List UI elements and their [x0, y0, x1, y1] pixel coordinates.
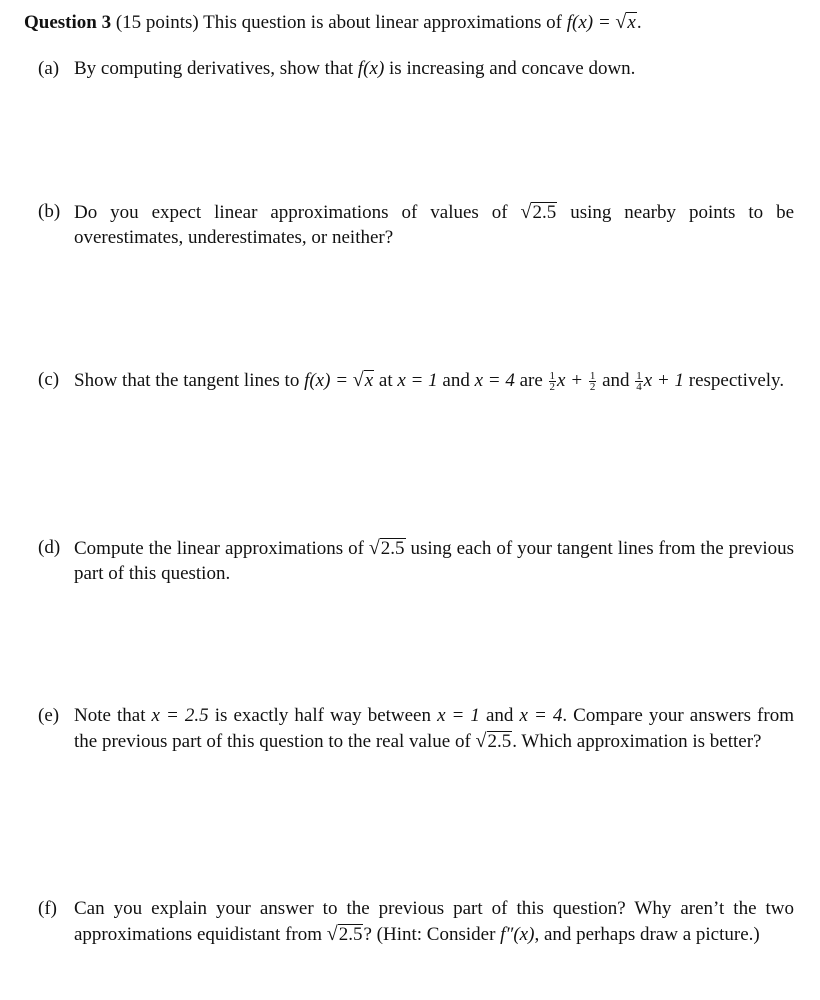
part-a	[38, 57, 794, 82]
part-a-text	[74, 57, 794, 82]
question-intro: This question is about linear approximations of	[203, 12, 562, 33]
sqrt-x-arg: x	[627, 12, 636, 33]
part-e-text	[74, 704, 794, 754]
fraction-one-quarter	[635, 371, 643, 392]
part-f-text	[74, 897, 794, 947]
line1-x-term: x +	[557, 370, 588, 391]
part-d	[38, 536, 794, 586]
part-e-label: (e)	[38, 705, 60, 726]
fraction-denominator: 4	[636, 381, 642, 394]
part-e	[38, 704, 794, 754]
part-e-text-3: and	[486, 705, 514, 726]
question-label: Question 3	[24, 12, 112, 33]
part-d-label: (d)	[38, 537, 61, 558]
question-header	[24, 8, 804, 37]
part-f-text-3: , and perhaps draw a picture.)	[534, 923, 760, 945]
sqrt-2-5: √2.5	[368, 537, 405, 559]
sqrt-2-5-arg: 2.5	[532, 202, 557, 223]
function-lhs: f(x) =	[566, 12, 616, 33]
question-points: (15 points)	[115, 12, 199, 33]
fraction-one-half	[549, 371, 557, 392]
part-b-text-2: using nearby points to be overestimates, underestimates, or neither?	[74, 202, 795, 248]
part-a-fx: f(x)	[357, 58, 385, 79]
part-a-text-1: By computing derivatives, show that	[74, 58, 354, 79]
sqrt-x-arg: x	[364, 370, 374, 391]
part-f-label: (f)	[38, 898, 57, 919]
part-c-label: (c)	[38, 369, 60, 390]
part-c-text-1: Show that the tangent lines to	[74, 370, 300, 391]
fraction-numerator: 1	[589, 370, 596, 383]
sqrt-2-5: √2.5	[520, 201, 557, 223]
line2-x-term: x + 1	[643, 370, 685, 391]
header-period: .	[636, 12, 642, 33]
sqrt-x: √x	[615, 11, 636, 33]
part-c-and: and	[602, 370, 630, 391]
part-a-label: (a)	[38, 58, 60, 79]
fraction-denominator: 2	[549, 381, 556, 394]
part-d-text	[74, 536, 794, 586]
part-c	[38, 368, 794, 394]
part-c-text-2: at	[378, 370, 393, 391]
part-b-label: (b)	[38, 201, 61, 222]
part-e-text-1: Note that	[74, 705, 146, 726]
part-b	[38, 200, 794, 250]
part-e-x1: x = 1	[437, 705, 480, 726]
part-d-text-1: Compute the linear approximations of	[74, 538, 364, 559]
sqrt-2-5-arg: 2.5	[380, 538, 405, 559]
part-f	[38, 897, 794, 947]
fraction-one-half	[589, 371, 597, 392]
part-c-text-3: and	[442, 370, 470, 391]
part-b-text-1: Do you expect linear approximations of values of	[74, 202, 508, 223]
part-f-text-1: Can you explain your answer to the previous part of this question? Why aren’t the two approximations equidistant from	[74, 898, 794, 945]
part-f-fpp: f″(x)	[500, 923, 535, 945]
part-e-text-2: is exactly half way between	[214, 705, 431, 726]
part-c-fx: f(x) =	[304, 370, 353, 391]
sqrt-2-5-arg: 2.5	[338, 923, 363, 945]
fraction-numerator: 1	[636, 370, 642, 383]
sqrt-2-5: √2.5	[326, 922, 363, 945]
part-c-x2: x = 4	[474, 370, 515, 391]
part-f-text-2: ? (Hint: Consider	[363, 923, 496, 945]
part-e-text-4: . Compare your answers from the previous part of this question to the real value of	[74, 705, 794, 752]
part-c-text	[74, 368, 794, 394]
part-e-x0: x = 2.5	[151, 705, 209, 726]
fraction-denominator: 2	[589, 381, 596, 394]
sqrt-2-5-arg: 2.5	[487, 730, 512, 752]
fraction-numerator: 1	[549, 370, 556, 383]
part-c-x1: x = 1	[397, 370, 438, 391]
part-a-text-2: is increasing and concave down.	[389, 58, 636, 79]
part-d-text-2: using each of your tangent lines from the previous part of this question.	[74, 538, 794, 584]
part-c-text-4: are	[519, 370, 543, 391]
part-c-text-5: respectively.	[688, 370, 785, 391]
part-e-x2: x = 4	[519, 705, 563, 726]
sqrt-x: √x	[352, 369, 374, 391]
part-b-text	[74, 200, 794, 250]
sqrt-2-5: √2.5	[475, 729, 512, 752]
part-e-text-5: . Which approximation is better?	[512, 730, 762, 752]
